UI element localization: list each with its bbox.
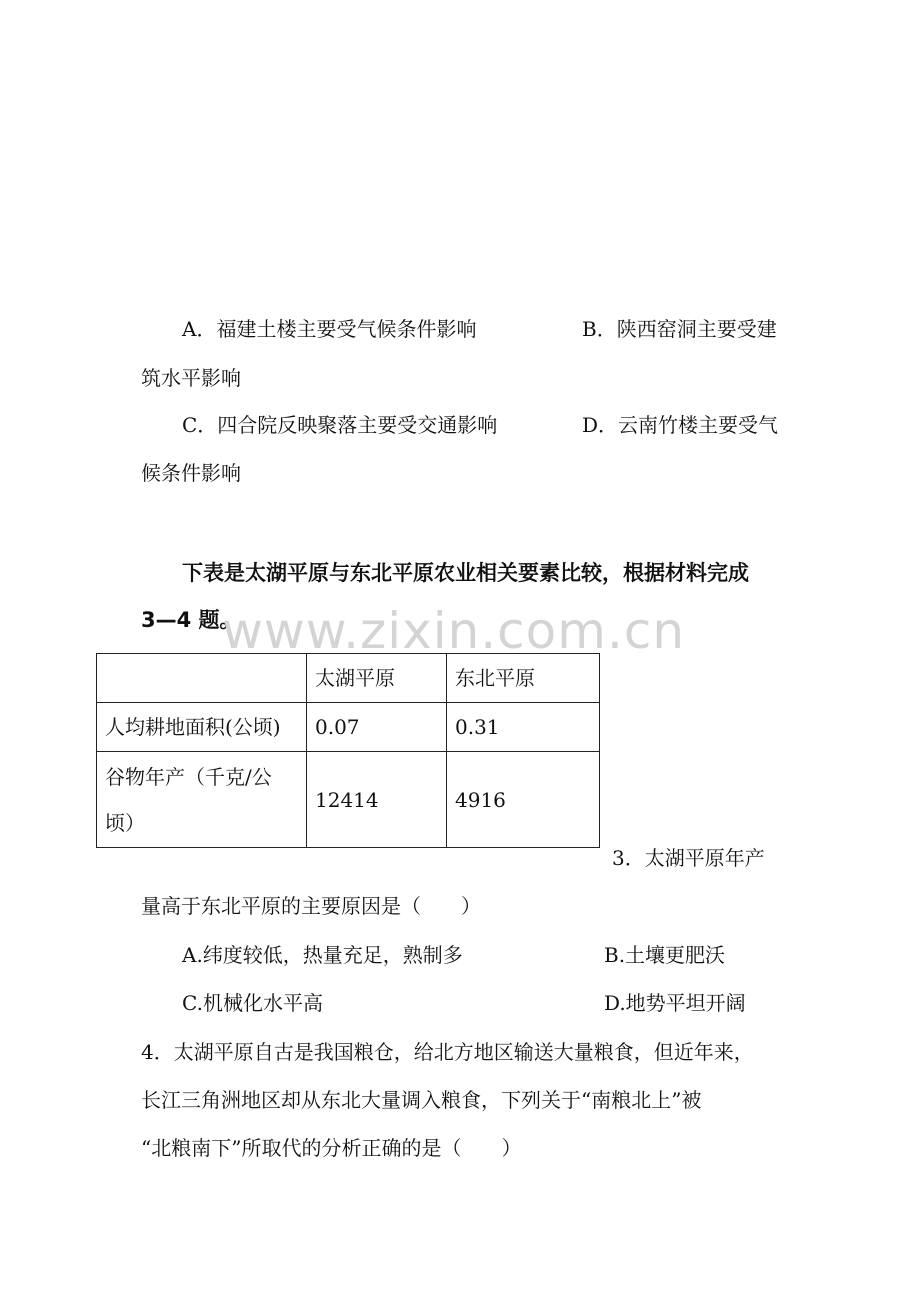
q2-option-b-continued: 筑水平影响 [141, 366, 241, 390]
q4-stem-line-1: 4．太湖平原自古是我国粮仓，给北方地区输送大量粮食，但近年来， [141, 1040, 754, 1064]
q3-option-a: A.纬度较低，热量充足，熟制多 [182, 943, 463, 967]
q2-option-b: B．陕西窑洞主要受建 [582, 317, 777, 341]
watermark: www.zixin.com.cn [222, 602, 686, 660]
table-row-label-line-1: 谷物年产（千克/公 [105, 764, 272, 789]
table-header-cell [97, 654, 307, 703]
intro-line-2: 3—4 题。 [141, 608, 241, 632]
table-row [97, 703, 600, 752]
q2-option-a: A．福建土楼主要受气候条件影响 [182, 317, 477, 341]
table-header-cell: 东北平原 [447, 654, 600, 703]
q4-stem-line-3: “北粮南下”所取代的分析正确的是（ ） [141, 1136, 522, 1160]
table-header-cell: 太湖平原 [307, 654, 447, 703]
table-row [97, 752, 600, 848]
q2-option-d: D．云南竹楼主要受气 [582, 413, 779, 437]
table-cell: 12414 [307, 752, 447, 848]
q3-option-b: B.土壤更肥沃 [604, 943, 726, 967]
table-cell: 0.07 [307, 703, 447, 752]
q2-option-d-continued: 候条件影响 [141, 461, 241, 485]
table-row-label-line-2: 顷） [105, 810, 145, 835]
comparison-table [96, 653, 600, 848]
q3-stem-continued: 量高于东北平原的主要原因是（ ） [141, 894, 481, 918]
q2-option-c: C．四合院反映聚落主要受交通影响 [182, 413, 498, 437]
q3-stem: 3．太湖平原年产 [612, 846, 765, 870]
table-header-row [97, 654, 600, 703]
q3-option-d: D.地势平坦开阔 [604, 991, 746, 1015]
intro-line-1: 下表是太湖平原与东北平原农业相关要素比较，根据材料完成 [182, 561, 749, 585]
table-cell: 4916 [447, 752, 600, 848]
table-cell: 0.31 [447, 703, 600, 752]
q3-option-c: C.机械化水平高 [182, 991, 323, 1015]
table-row-label: 人均耕地面积(公顷) [97, 703, 307, 752]
table-row-label [97, 752, 307, 848]
q4-stem-line-2: 长江三角洲地区却从东北大量调入粮食，下列关于“南粮北上”被 [141, 1088, 702, 1112]
